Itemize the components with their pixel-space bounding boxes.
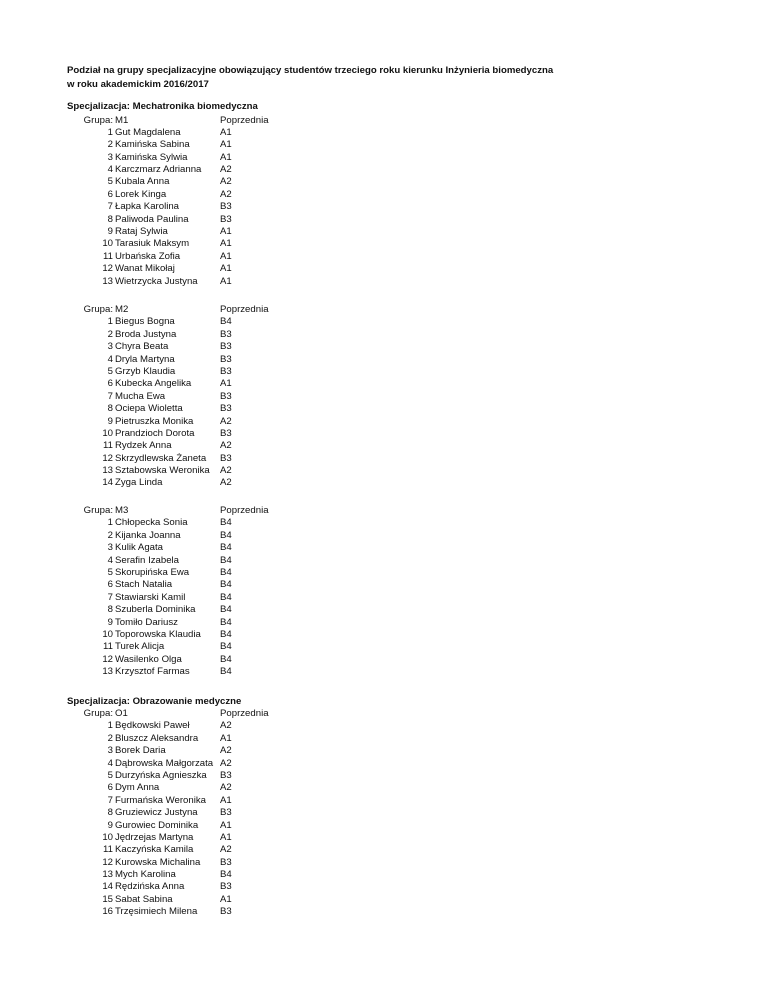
- previous-group: B3: [220, 856, 232, 868]
- student-row: [0, 555, 768, 567]
- student-row: [0, 139, 768, 151]
- previous-group: B3: [220, 213, 232, 225]
- student-number: 2: [107, 529, 113, 541]
- group-label: Grupa:: [83, 505, 113, 516]
- previous-group: A1: [220, 250, 232, 262]
- student-row: [0, 758, 768, 770]
- student-number: 9: [107, 415, 113, 427]
- student-number: 7: [107, 591, 113, 603]
- student-name: Bluszcz Aleksandra: [115, 732, 199, 744]
- group-label: Grupa:: [83, 114, 113, 126]
- previous-group: B4: [220, 566, 232, 578]
- student-name: Broda Justyna: [115, 328, 177, 340]
- student-name: Borek Daria: [115, 745, 166, 757]
- student-row: [0, 276, 768, 288]
- student-number: 5: [107, 365, 113, 377]
- student-number: 2: [107, 139, 113, 151]
- student-name: Wietrzycka Justyna: [115, 275, 198, 287]
- previous-group: A2: [220, 440, 232, 452]
- student-number: 14: [102, 881, 113, 893]
- student-row: [0, 567, 768, 579]
- student-number: 5: [107, 566, 113, 578]
- previous-group: B4: [220, 666, 232, 678]
- group-label: Grupa:: [83, 304, 113, 315]
- student-name: Rędzińska Anna: [115, 881, 185, 893]
- specialization-heading: Specjalizacja: Mechatronika biomedyczna: [67, 101, 258, 112]
- previous-group: B3: [220, 328, 232, 340]
- previous-column-header: Poprzednia: [220, 708, 269, 719]
- previous-group: A2: [220, 415, 232, 427]
- student-name: Kubala Anna: [115, 176, 170, 188]
- student-name: Gut Magdalena: [115, 126, 181, 138]
- student-row: [0, 238, 768, 250]
- previous-group: A1: [220, 819, 232, 831]
- student-number: 13: [102, 275, 113, 287]
- student-row: [0, 341, 768, 353]
- student-number: 11: [103, 250, 113, 262]
- student-row: [0, 251, 768, 263]
- student-row: [0, 152, 768, 164]
- student-name: Biegus Bogna: [115, 316, 175, 328]
- student-row: [0, 354, 768, 366]
- student-row: [0, 770, 768, 782]
- student-row: [0, 869, 768, 881]
- group-code: M2: [115, 304, 129, 315]
- student-row: [0, 807, 768, 819]
- student-name: Wasilenko Olga: [115, 653, 182, 665]
- previous-column-header: Poprzednia: [220, 505, 269, 516]
- student-row: [0, 517, 768, 529]
- group-block: [0, 505, 768, 678]
- student-name: Urbańska Zofia: [115, 250, 181, 262]
- student-name: Paliwoda Paulina: [115, 213, 189, 225]
- previous-group: A1: [220, 794, 232, 806]
- student-name: Skorupińska Ewa: [115, 566, 190, 578]
- previous-group: A2: [220, 176, 232, 188]
- student-number: 14: [102, 477, 113, 489]
- student-row: [0, 881, 768, 893]
- student-number: 6: [107, 782, 113, 794]
- student-row: [0, 329, 768, 341]
- student-row: [0, 542, 768, 554]
- student-name: Będkowski Paweł: [115, 720, 190, 732]
- group-block: [0, 115, 768, 288]
- previous-group: B3: [220, 201, 232, 213]
- student-name: Prandzioch Dorota: [115, 427, 195, 439]
- student-number: 13: [102, 869, 113, 881]
- student-name: Chłopecka Sonia: [115, 517, 188, 529]
- student-name: Skrzydlewska Żaneta: [115, 452, 207, 464]
- student-row: [0, 579, 768, 591]
- student-row: [0, 745, 768, 757]
- group-header: [0, 505, 768, 517]
- specialization-heading: Specjalizacja: Obrazowanie medyczne: [67, 696, 242, 707]
- student-name: Stach Natalia: [115, 579, 173, 591]
- student-number: 10: [102, 628, 113, 640]
- student-number: 5: [107, 769, 113, 781]
- previous-group: A2: [220, 465, 232, 477]
- previous-group: A2: [220, 720, 232, 732]
- student-name: Karczmarz Adrianna: [115, 164, 202, 176]
- previous-group: B4: [220, 628, 232, 640]
- previous-group: B3: [220, 353, 232, 365]
- student-number: 1: [107, 316, 113, 328]
- previous-group: A1: [220, 226, 232, 238]
- student-row: [0, 127, 768, 139]
- previous-group: A1: [220, 893, 232, 905]
- student-row: [0, 666, 768, 678]
- student-row: [0, 629, 768, 641]
- title-line-2: w roku akademickim 2016/2017: [67, 79, 209, 90]
- previous-group: B3: [220, 807, 232, 819]
- document-title: [67, 64, 553, 92]
- student-name: Kamińska Sabina: [115, 139, 190, 151]
- student-number: 12: [102, 653, 113, 665]
- student-name: Chyra Beata: [115, 341, 169, 353]
- student-row: [0, 378, 768, 390]
- student-number: 12: [102, 452, 113, 464]
- previous-group: B3: [220, 881, 232, 893]
- student-number: 5: [107, 176, 113, 188]
- student-number: 6: [107, 378, 113, 390]
- student-number: 7: [107, 390, 113, 402]
- student-row: [0, 782, 768, 794]
- previous-group: B4: [220, 316, 232, 328]
- student-name: Sztabowska Weronika: [115, 465, 210, 477]
- student-number: 4: [107, 164, 113, 176]
- student-name: Kaczyńska Kamila: [115, 844, 194, 856]
- student-number: 7: [107, 794, 113, 806]
- student-number: 8: [107, 807, 113, 819]
- previous-group: B4: [220, 579, 232, 591]
- student-row: [0, 403, 768, 415]
- student-name: Pietruszka Monika: [115, 415, 194, 427]
- student-name: Mucha Ewa: [115, 390, 166, 402]
- student-name: Kamińska Sylwia: [115, 151, 188, 163]
- previous-column-header: Poprzednia: [220, 114, 269, 126]
- previous-group: B4: [220, 517, 232, 529]
- student-name: Dąbrowska Małgorzata: [115, 757, 214, 769]
- student-number: 13: [102, 666, 113, 678]
- student-number: 4: [107, 757, 113, 769]
- student-row: [0, 226, 768, 238]
- student-row: [0, 641, 768, 653]
- previous-group: A2: [220, 757, 232, 769]
- group-code: O1: [115, 708, 128, 719]
- student-number: 9: [107, 616, 113, 628]
- previous-group: A1: [220, 732, 232, 744]
- student-name: Dryla Martyna: [115, 353, 175, 365]
- student-name: Gruziewicz Justyna: [115, 807, 198, 819]
- student-row: [0, 366, 768, 378]
- student-name: Zyga Linda: [115, 477, 163, 489]
- student-row: [0, 440, 768, 452]
- student-row: [0, 214, 768, 226]
- group-code: M3: [115, 505, 129, 516]
- student-row: [0, 477, 768, 489]
- student-number: 4: [107, 353, 113, 365]
- student-number: 3: [107, 542, 113, 554]
- student-number: 9: [107, 819, 113, 831]
- student-row: [0, 391, 768, 403]
- student-name: Mych Karolina: [115, 869, 176, 881]
- student-number: 12: [102, 263, 113, 275]
- student-number: 3: [107, 341, 113, 353]
- student-name: Durzyńska Agnieszka: [115, 769, 207, 781]
- student-number: 2: [107, 732, 113, 744]
- previous-group: A1: [220, 139, 232, 151]
- previous-group: B3: [220, 769, 232, 781]
- group-header: [0, 115, 768, 127]
- previous-column-header: Poprzednia: [220, 304, 269, 315]
- student-row: [0, 617, 768, 629]
- student-name: Stawiarski Kamil: [115, 591, 186, 603]
- student-number: 10: [102, 831, 113, 843]
- student-row: [0, 201, 768, 213]
- previous-group: A1: [220, 831, 232, 843]
- student-number: 6: [107, 188, 113, 200]
- student-number: 7: [107, 201, 113, 213]
- group-block: [0, 708, 768, 919]
- student-name: Jędrzejas Martyna: [115, 831, 194, 843]
- student-row: [0, 795, 768, 807]
- student-number: 6: [107, 579, 113, 591]
- student-number: 13: [102, 465, 113, 477]
- previous-group: A1: [220, 378, 232, 390]
- student-row: [0, 857, 768, 869]
- student-name: Trzęsimiech Milena: [115, 906, 198, 918]
- student-row: [0, 263, 768, 275]
- student-number: 16: [102, 906, 113, 918]
- student-number: 15: [102, 893, 113, 905]
- student-number: 4: [107, 554, 113, 566]
- student-row: [0, 733, 768, 745]
- student-name: Kijanka Joanna: [115, 529, 181, 541]
- previous-group: B4: [220, 554, 232, 566]
- previous-group: B4: [220, 616, 232, 628]
- student-name: Kurowska Michalina: [115, 856, 201, 868]
- student-number: 12: [102, 856, 113, 868]
- group-code: M1: [115, 114, 129, 126]
- previous-group: B4: [220, 529, 232, 541]
- previous-group: A2: [220, 477, 232, 489]
- group-block: [0, 304, 768, 490]
- student-row: [0, 832, 768, 844]
- student-row: [0, 604, 768, 616]
- student-row: [0, 894, 768, 906]
- student-number: 1: [107, 720, 113, 732]
- student-name: Furmańska Weronika: [115, 794, 206, 806]
- student-row: [0, 720, 768, 732]
- student-name: Serafin Izabela: [115, 554, 179, 566]
- student-name: Ociepa Wioletta: [115, 403, 183, 415]
- title-line-1: Podział na grupy specjalizacyjne obowiązujący studentów trzeciego roku kierunku Inżynieria biomedyczna: [67, 65, 554, 76]
- student-number: 3: [107, 745, 113, 757]
- student-row: [0, 592, 768, 604]
- previous-group: B3: [220, 341, 232, 353]
- previous-group: B3: [220, 403, 232, 415]
- student-row: [0, 530, 768, 542]
- student-row: [0, 906, 768, 918]
- student-row: [0, 428, 768, 440]
- student-row: [0, 465, 768, 477]
- previous-group: A2: [220, 188, 232, 200]
- student-name: Wanat Mikołaj: [115, 263, 175, 275]
- student-number: 11: [103, 641, 113, 653]
- student-number: 8: [107, 403, 113, 415]
- previous-group: B4: [220, 653, 232, 665]
- previous-group: A1: [220, 263, 232, 275]
- student-number: 2: [107, 328, 113, 340]
- previous-group: B3: [220, 390, 232, 402]
- student-row: [0, 654, 768, 666]
- previous-group: B4: [220, 641, 232, 653]
- student-number: 9: [107, 226, 113, 238]
- student-name: Tarasiuk Maksym: [115, 238, 190, 250]
- previous-group: B3: [220, 906, 232, 918]
- student-row: [0, 316, 768, 328]
- previous-group: B4: [220, 869, 232, 881]
- student-name: Lorek Kinga: [115, 188, 167, 200]
- student-number: 10: [102, 238, 113, 250]
- previous-group: A2: [220, 844, 232, 856]
- student-row: [0, 189, 768, 201]
- previous-group: B3: [220, 365, 232, 377]
- student-row: [0, 416, 768, 428]
- group-header: [0, 304, 768, 316]
- student-row: [0, 820, 768, 832]
- student-name: Dym Anna: [115, 782, 160, 794]
- previous-group: B3: [220, 452, 232, 464]
- student-row: [0, 176, 768, 188]
- student-name: Krzysztof Farmas: [115, 666, 190, 678]
- previous-group: A2: [220, 164, 232, 176]
- previous-group: A2: [220, 745, 232, 757]
- student-number: 8: [107, 213, 113, 225]
- previous-group: A1: [220, 151, 232, 163]
- group-header: [0, 708, 768, 720]
- student-number: 1: [107, 517, 113, 529]
- previous-group: B4: [220, 604, 232, 616]
- student-name: Łapka Karolina: [115, 201, 180, 213]
- student-name: Toporowska Klaudia: [115, 628, 201, 640]
- student-number: 10: [102, 427, 113, 439]
- student-name: Grzyb Klaudia: [115, 365, 176, 377]
- student-number: 11: [103, 844, 113, 856]
- previous-group: B4: [220, 591, 232, 603]
- previous-group: A1: [220, 126, 232, 138]
- student-name: Szuberla Dominika: [115, 604, 196, 616]
- previous-group: B4: [220, 542, 232, 554]
- student-name: Kubecka Angelika: [115, 378, 192, 390]
- student-name: Gurowiec Dominika: [115, 819, 199, 831]
- student-number: 3: [107, 151, 113, 163]
- student-name: Rydzek Anna: [115, 440, 172, 452]
- student-name: Sabat Sabina: [115, 893, 173, 905]
- student-name: Rataj Sylwia: [115, 226, 168, 238]
- student-row: [0, 844, 768, 856]
- student-name: Kulik Agata: [115, 542, 164, 554]
- student-row: [0, 164, 768, 176]
- group-label: Grupa:: [83, 708, 113, 719]
- student-name: Turek Alicja: [115, 641, 165, 653]
- previous-group: A1: [220, 275, 232, 287]
- previous-group: A1: [220, 238, 232, 250]
- student-name: Tomiło Dariusz: [115, 616, 178, 628]
- student-number: 1: [107, 126, 113, 138]
- student-number: 11: [103, 440, 113, 452]
- student-row: [0, 453, 768, 465]
- previous-group: B3: [220, 427, 232, 439]
- previous-group: A2: [220, 782, 232, 794]
- student-number: 8: [107, 604, 113, 616]
